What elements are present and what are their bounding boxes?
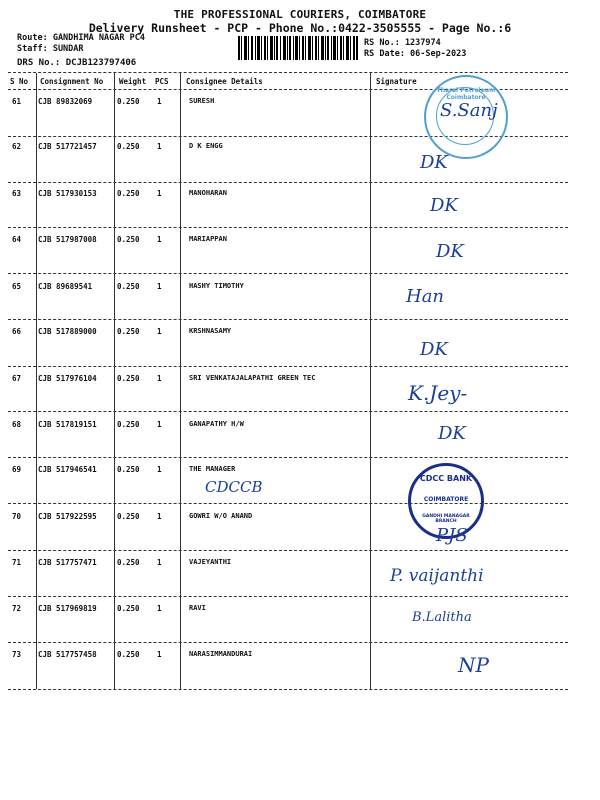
company-name: THE PROFESSIONAL COURIERS, COIMBATORE	[173, 8, 427, 21]
rs-date: RS Date: 06-Sep-2023	[364, 49, 467, 59]
row-sno: 61	[12, 97, 22, 106]
row-weight: 0.250	[117, 512, 140, 521]
signature: NP	[458, 653, 489, 677]
row-consignee: SURESH	[189, 97, 215, 105]
signature: DK	[436, 241, 464, 262]
row-divider	[8, 182, 568, 183]
row-divider	[8, 366, 568, 367]
signature: CDCCB	[205, 478, 263, 496]
row-consignee: VAJEYANTHI	[189, 558, 232, 566]
rs-number: RS No.: 1237974	[364, 38, 441, 48]
row-pcs: 1	[157, 282, 162, 291]
row-pcs: 1	[157, 465, 162, 474]
stamp-text: Tharai Petroleum Coimbatore	[436, 87, 496, 101]
row-weight: 0.250	[117, 189, 140, 198]
signature: K.Jey-	[408, 381, 468, 405]
table-top-rule	[8, 72, 568, 73]
row-sno: 71	[12, 558, 22, 567]
row-pcs: 1	[157, 650, 162, 659]
row-consignment: CJB 517976104	[38, 374, 97, 383]
row-divider	[8, 319, 568, 320]
col-header-weight: Weight	[119, 77, 147, 86]
row-pcs: 1	[157, 327, 162, 336]
row-weight: 0.250	[117, 558, 140, 567]
row-sno: 66	[12, 327, 22, 336]
signature: Han	[406, 286, 445, 307]
row-weight: 0.250	[117, 650, 140, 659]
row-sno: 62	[12, 142, 22, 151]
row-pcs: 1	[157, 235, 162, 244]
row-consignment: CJB 517721457	[38, 142, 97, 151]
row-sno: 70	[12, 512, 22, 521]
row-divider	[8, 596, 568, 597]
row-consignee: HASHY TIMOTHY	[189, 282, 244, 290]
row-consignee: NARASIMMANDURAI	[189, 650, 253, 658]
route-label: Route: GANDHIMA NAGAR PC4	[17, 33, 145, 43]
row-pcs: 1	[157, 142, 162, 151]
signature: PJS	[436, 525, 468, 546]
row-pcs: 1	[157, 374, 162, 383]
staff-label: Staff: SUNDAR	[17, 44, 84, 54]
signature: P. vaijanthi	[390, 566, 484, 586]
stamp-text: CDCC BANK	[419, 474, 473, 483]
row-sno: 64	[12, 235, 22, 244]
row-sno: 68	[12, 420, 22, 429]
row-consignee: KRSHNASAMY	[189, 327, 232, 335]
row-consignee: GANAPATHY H/W	[189, 420, 244, 428]
signature: B.Lalitha	[412, 610, 472, 625]
row-pcs: 1	[157, 512, 162, 521]
row-weight: 0.250	[117, 374, 140, 383]
col-header-sno: S No	[10, 77, 29, 86]
stamp-text: COIMBATORE	[423, 496, 469, 503]
row-divider	[8, 642, 568, 643]
row-consignee: GOWRI W/O ANAND	[189, 512, 253, 520]
drs-number: DRS No.: DCJB123797406	[17, 58, 137, 68]
col-header-signature: Signature	[376, 77, 417, 86]
row-weight: 0.250	[117, 420, 140, 429]
col-header-consignee: Consignee Details	[186, 77, 263, 86]
row-consignment: CJB 517819151	[38, 420, 97, 429]
col-header-consignment: Consignment No	[40, 77, 104, 86]
row-consignee: MANOHARAN	[189, 189, 227, 197]
row-divider	[8, 227, 568, 228]
row-consignee: SRI VENKATAJALAPATHI GREEN TEC	[189, 374, 316, 382]
signature: DK	[438, 423, 466, 444]
col-header-pcs: PCS	[155, 77, 169, 86]
row-consignment: CJB 517969819	[38, 604, 97, 613]
row-consignee: D K ENGG	[189, 142, 223, 150]
row-weight: 0.250	[117, 282, 140, 291]
row-pcs: 1	[157, 189, 162, 198]
row-weight: 0.250	[117, 465, 140, 474]
row-weight: 0.250	[117, 235, 140, 244]
row-divider	[8, 411, 568, 412]
row-consignee: MARIAPPAN	[189, 235, 227, 243]
signature: DK	[420, 339, 448, 360]
row-consignee: RAVI	[189, 604, 206, 612]
table-bottom-rule	[8, 689, 568, 690]
row-sno: 63	[12, 189, 22, 198]
row-consignment: CJB 89832069	[38, 97, 93, 106]
row-consignment: CJB 517930153	[38, 189, 97, 198]
row-consignment: CJB 517757471	[38, 558, 97, 567]
row-consignee: THE MANAGER	[189, 465, 236, 473]
runsheet-title: Delivery Runsheet - PCP - Phone No.:0422-3505555 - Page No.:6	[88, 21, 512, 35]
row-sno: 67	[12, 374, 22, 383]
row-consignment: CJB 517889000	[38, 327, 97, 336]
row-divider	[8, 550, 568, 551]
row-pcs: 1	[157, 604, 162, 613]
row-pcs: 1	[157, 97, 162, 106]
barcode	[238, 36, 358, 60]
row-weight: 0.250	[117, 604, 140, 613]
row-consignment: CJB 517987008	[38, 235, 97, 244]
signature: DK	[420, 152, 448, 173]
stamp-text: GANDHI MANAGAR BRANCH	[422, 514, 470, 524]
row-consignment: CJB 517946541	[38, 465, 97, 474]
row-weight: 0.250	[117, 327, 140, 336]
row-consignment: CJB 517922595	[38, 512, 97, 521]
row-consignment: CJB 89689541	[38, 282, 93, 291]
row-divider	[8, 273, 568, 274]
row-divider	[8, 457, 568, 458]
row-weight: 0.250	[117, 142, 140, 151]
row-sno: 73	[12, 650, 22, 659]
row-sno: 72	[12, 604, 22, 613]
signature: DK	[430, 195, 458, 216]
row-pcs: 1	[157, 420, 162, 429]
row-consignment: CJB 517757458	[38, 650, 97, 659]
signature: S.Sanj	[440, 100, 498, 121]
row-divider	[8, 503, 568, 504]
row-sno: 69	[12, 465, 22, 474]
row-sno: 65	[12, 282, 22, 291]
row-weight: 0.250	[117, 97, 140, 106]
row-pcs: 1	[157, 558, 162, 567]
